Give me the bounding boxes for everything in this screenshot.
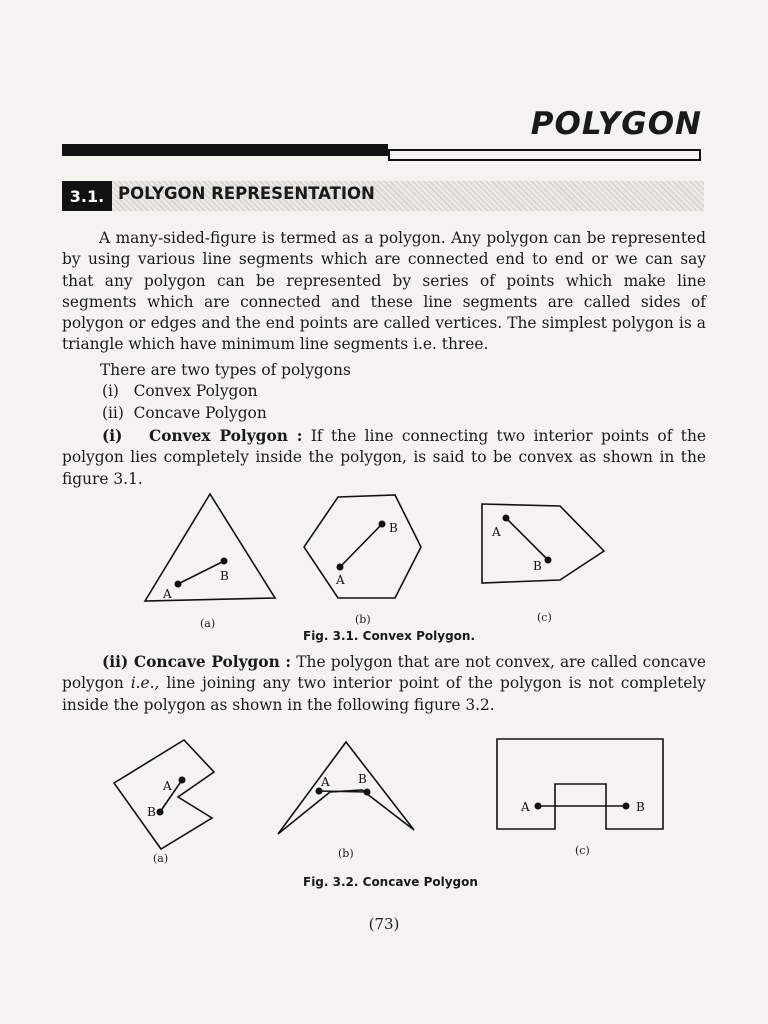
point-b-fig1b: [379, 521, 386, 528]
segment-b: [340, 524, 382, 567]
point-b-fig2b: [364, 789, 371, 796]
fig1-sublabel-b: (b): [355, 613, 371, 626]
label-b-fig1a: B: [220, 569, 229, 583]
label-b-fig1b: B: [389, 521, 398, 535]
concave-definition: [62, 652, 706, 716]
point-a-fig2a: [179, 777, 186, 784]
point-a-fig1a: [175, 581, 182, 588]
concave-text-before: The polygon that are not convex, are called concave polygon: [62, 653, 707, 693]
concave-notched-rect: [497, 739, 663, 829]
label-b-fig2c: B: [636, 800, 645, 814]
label-a-fig1a: A: [163, 587, 172, 601]
fig1-sublabel-c: (c): [537, 611, 552, 624]
section-number: 3.1.: [62, 181, 112, 211]
type-item-concave: (ii) Concave Polygon: [102, 403, 267, 422]
segment-concave-b: [319, 791, 367, 792]
point-a-fig1c: [503, 515, 510, 522]
label-a-fig2c: A: [521, 800, 530, 814]
point-b-fig1c: [545, 557, 552, 564]
section-title: POLYGON REPRESENTATION: [118, 184, 375, 203]
segment-c: [506, 518, 548, 560]
label-a-fig1c: A: [492, 525, 501, 539]
label-b-fig2a: B: [147, 805, 156, 819]
fig1-sublabel-a: (a): [200, 617, 216, 630]
fig1-caption: Fig. 3.1. Convex Polygon.: [303, 629, 476, 643]
convex-term: (i) Convex Polygon :: [102, 427, 303, 445]
point-a-fig1b: [337, 564, 344, 571]
convex-hexagon: [304, 495, 421, 598]
label-b-fig1c: B: [533, 559, 542, 573]
intro-paragraph: A many-sided-figure is termed as a polygon. Any polygon can be represented by using various line segments which are connected end to end or we can say that any polygon can be represented by series of points which make line segments which are connected and these line segments are called sides of polygon or edges and the end points are called vertices. The simplest polygon is a triangle which have minimum line segments i.e. three.: [62, 229, 706, 354]
point-b-fig2c: [623, 803, 630, 810]
concave-polygon-a: [114, 740, 214, 849]
page-number: (73): [368, 915, 400, 933]
label-b-fig2b: B: [358, 772, 367, 786]
fig2-sublabel-c: (c): [575, 844, 590, 857]
convex-text: If the line connecting two interior points of the polygon lies completely inside the polygon, is said to be convex as shown in the figure 3.1.: [62, 427, 706, 488]
convex-pentagon: [482, 504, 604, 583]
point-b-fig2a: [157, 809, 164, 816]
type-item-convex: (i) Convex Polygon: [102, 382, 258, 401]
fig2-sublabel-a: (a): [153, 852, 169, 865]
segment-a: [178, 561, 224, 584]
concave-ie: i.e.,: [130, 674, 160, 693]
convex-triangle: [145, 494, 275, 601]
fig2-sublabel-b: (b): [338, 847, 354, 860]
concave-arrowhead: [278, 742, 414, 834]
fig2-caption: Fig. 3.2. Concave Polygon: [303, 875, 478, 889]
label-a-fig2a: A: [163, 779, 172, 793]
concave-term: (ii) Concave Polygon :: [102, 653, 292, 671]
label-a-fig1b: A: [336, 573, 345, 587]
chapter-title: POLYGON: [530, 106, 702, 142]
point-b-fig1a: [221, 558, 228, 565]
types-intro: There are two types of polygons: [100, 361, 351, 379]
label-a-fig2b: A: [321, 775, 330, 789]
point-a-fig2c: [535, 803, 542, 810]
concave-text-after: line joining any two interior point of the polygon is not completely inside the polygon as shown in the following figure 3.2.: [62, 674, 706, 714]
